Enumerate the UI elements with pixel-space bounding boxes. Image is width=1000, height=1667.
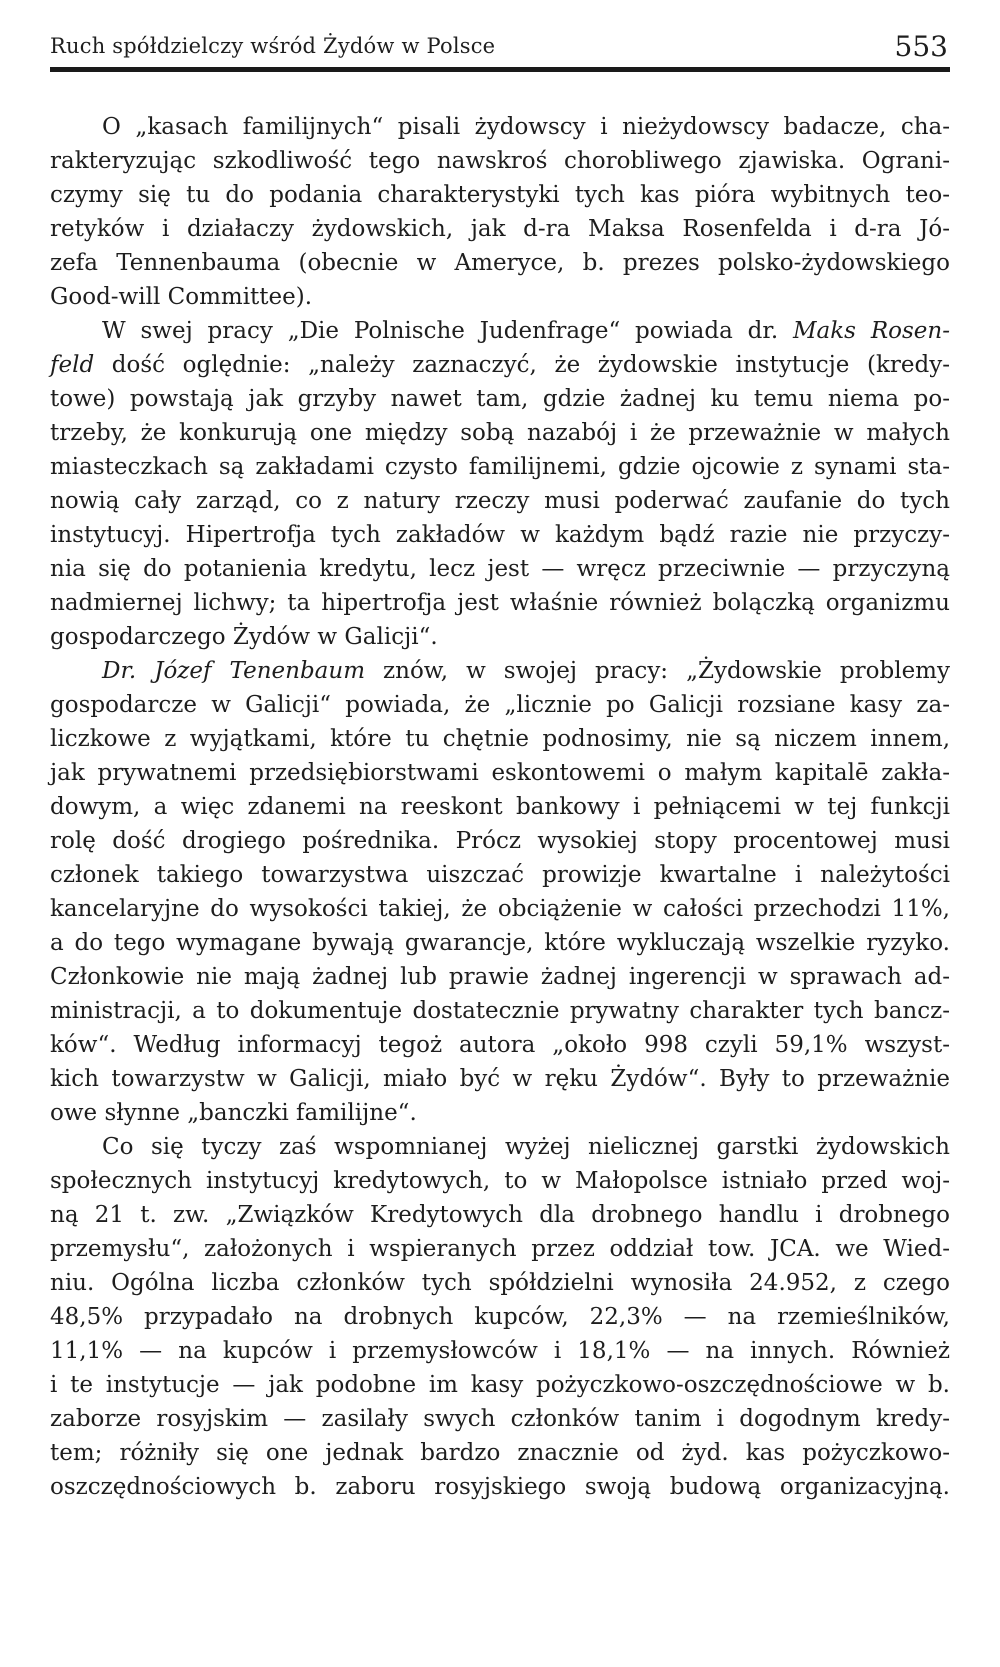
text-segment: znów, w swojej pracy: „Żydowskie problemy	[365, 658, 950, 684]
text-line	[50, 1368, 950, 1402]
text-segment: owe słynne „banczki familijne“.	[50, 1100, 417, 1126]
text-segment: i te instytucje — jak podobne im kasy pożyczkowo-oszczędnościowe w b.	[50, 1372, 950, 1398]
text-segment: tem; różniły się one jednak bardzo znacznie od żyd. kas pożyczkowo-	[50, 1440, 950, 1466]
text-line	[50, 756, 950, 790]
text-segment: jak prywatnemi przedsiębiorstwami eskontowemi o małym kapitalē zakła-	[50, 760, 950, 786]
text-segment: dość oględnie: „należy zaznaczyć, że żydowskie instytucje (kredy-	[94, 352, 950, 378]
italic-text: Dr. Józef Tenenbaum	[102, 658, 366, 684]
text-line	[50, 620, 950, 654]
text-line	[50, 1334, 950, 1368]
text-segment: rolę dość drogiego pośrednika. Prócz wysokiej stopy procentowej musi	[50, 828, 950, 854]
text-segment: ną 21 t. zw. „Związków Kredytowych dla drobnego handlu i drobnego	[50, 1202, 950, 1228]
text-segment: trzeby, że konkurują one między sobą nazabój i że przeważnie w małych	[50, 420, 950, 446]
text-line	[50, 484, 950, 518]
text-segment: Co się tyczy zaś wspomnianej wyżej nielicznej garstki żydowskich	[102, 1134, 950, 1160]
text-line	[50, 824, 950, 858]
text-line	[50, 450, 950, 484]
text-line	[50, 858, 950, 892]
text-segment: zefa Tennenbauma (obecnie w Ameryce, b. prezes polsko-żydowskiego	[50, 250, 950, 276]
text-segment: instytucyj. Hipertrofja tych zakładów w każdym bądź razie nie przyczy-	[50, 522, 950, 548]
text-line	[50, 1266, 950, 1300]
text-line	[50, 552, 950, 586]
text-segment: miasteczkach są zakładami czysto familijnemi, gdzie ojcowie z synami sta-	[50, 454, 950, 480]
text-segment: oszczędnościowych b. zaboru rosyjskiego swoją budową organizacyjną.	[50, 1474, 950, 1500]
text-segment: członek takiego towarzystwa uiszczać prowizje kwartalne i należytości	[50, 862, 950, 888]
text-segment: a do tego wymagane bywają gwarancje, które wykluczają wszelkie ryzyko.	[50, 930, 950, 956]
text-segment: czymy się tu do podania charakterystyki tych kas pióra wybitnych teo-	[50, 182, 950, 208]
text-segment: Good-will Committee).	[50, 284, 313, 310]
text-segment: gospodarczego Żydów w Galicji“.	[50, 624, 438, 650]
text-segment: kancelaryjne do wysokości takiej, że obciążenie w całości przechodzi 11%,	[50, 896, 950, 922]
text-segment: kich towarzystw w Galicji, miało być w ręku Żydów“. Były to przeważnie	[50, 1066, 950, 1092]
text-segment: 48,5% przypadało na drobnych kupców, 22,3% — na rzemieślników,	[50, 1304, 950, 1330]
text-segment: przemysłu“, założonych i wspieranych przez oddział tow. JCA. we Wied-	[50, 1236, 950, 1262]
page-header	[50, 30, 950, 66]
text-segment: nadmiernej lichwy; ta hipertrofja jest właśnie również bolączką organizmu	[50, 590, 950, 616]
text-segment: zaborze rosyjskim — zasilały swych członków tanim i dogodnym kredy-	[50, 1406, 950, 1432]
text-line	[50, 1300, 950, 1334]
text-segment: ków“. Według informacyj tegoż autora „około 998 czyli 59,1% wszyst-	[50, 1032, 950, 1058]
text-line	[50, 960, 950, 994]
text-segment: retyków i działaczy żydowskich, jak d-ra Maksa Rosenfelda i d-ra Jó-	[50, 216, 950, 242]
text-line	[50, 314, 950, 348]
text-line	[50, 518, 950, 552]
text-line	[50, 416, 950, 450]
text-segment: O „kasach familijnych“ pisali żydowscy i nieżydowscy badacze, cha-	[102, 114, 950, 140]
text-line	[50, 280, 950, 314]
text-line	[50, 1402, 950, 1436]
text-line	[50, 1470, 950, 1504]
italic-text: feld	[50, 352, 95, 378]
text-segment: rakteryzując szkodliwość tego nawskroś chorobliwego zjawiska. Ograni-	[50, 148, 950, 174]
text-line	[50, 722, 950, 756]
text-line	[50, 212, 950, 246]
text-segment: W swej pracy „Die Polnische Judenfrage“ powiada dr.	[102, 318, 793, 344]
page-number: 553	[894, 30, 948, 63]
text-line	[50, 246, 950, 280]
text-segment: gospodarcze w Galicji“ powiada, że „licznie po Galicji rozsiane kasy za-	[50, 692, 950, 718]
text-segment: ministracji, a to dokumentuje dostatecznie prywatny charakter tych bancz-	[50, 998, 950, 1024]
italic-text: Maks Rosen-	[792, 318, 950, 344]
text-line	[50, 654, 950, 688]
text-line	[50, 1096, 950, 1130]
text-line	[50, 1436, 950, 1470]
text-segment: Członkowie nie mają żadnej lub prawie żadnej ingerencji w sprawach ad-	[50, 964, 950, 990]
text-line	[50, 1028, 950, 1062]
text-line	[50, 1130, 950, 1164]
text-line	[50, 892, 950, 926]
header-rule	[50, 67, 950, 72]
text-line	[50, 178, 950, 212]
body-text	[50, 110, 950, 1504]
text-line	[50, 1198, 950, 1232]
text-line	[50, 790, 950, 824]
text-line	[50, 1232, 950, 1266]
text-segment: nia się do potanienia kredytu, lecz jest — wręcz przeciwnie — przyczyną	[50, 556, 950, 582]
text-line	[50, 110, 950, 144]
text-segment: 11,1% — na kupców i przemysłowców i 18,1% — na innych. Również	[50, 1338, 950, 1364]
text-line	[50, 926, 950, 960]
text-line	[50, 994, 950, 1028]
text-line	[50, 688, 950, 722]
running-title: Ruch spółdzielczy wśród Żydów w Polsce	[50, 34, 496, 58]
text-segment: towe) powstają jak grzyby nawet tam, gdzie żadnej ku temu niema po-	[50, 386, 950, 412]
text-segment: liczkowe z wyjątkami, które tu chętnie podnosimy, nie są niczem innem,	[50, 726, 950, 752]
text-segment: społecznych instytucyj kredytowych, to w Małopolsce istniało przed woj-	[50, 1168, 950, 1194]
text-line	[50, 1164, 950, 1198]
text-line	[50, 586, 950, 620]
text-line	[50, 382, 950, 416]
text-segment: nowią cały zarząd, co z natury rzeczy musi poderwać zaufanie do tych	[50, 488, 950, 514]
text-segment: dowym, a więc zdanemi na reeskont bankowy i pełniącemi w tej funkcji	[50, 794, 950, 820]
text-line	[50, 144, 950, 178]
text-line	[50, 1062, 950, 1096]
text-line	[50, 348, 950, 382]
text-segment: niu. Ogólna liczba członków tych spółdzielni wynosiła 24.952, z czego	[50, 1270, 950, 1296]
